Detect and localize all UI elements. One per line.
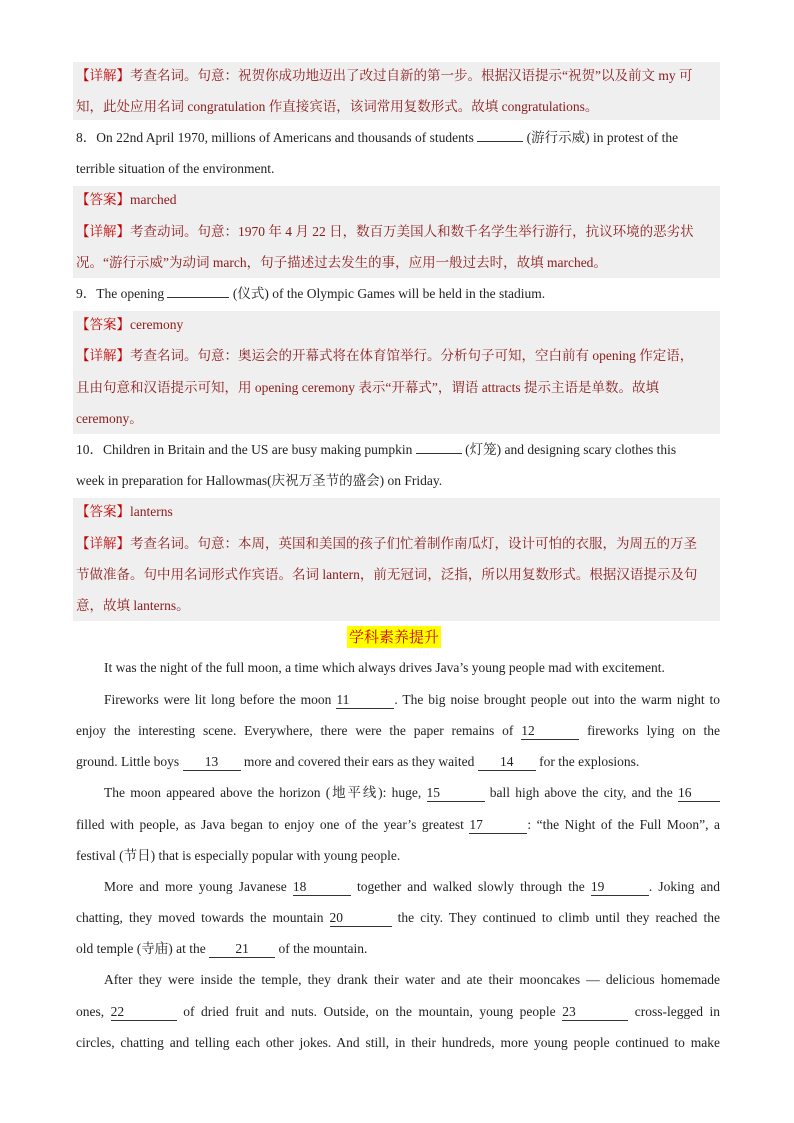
answer-blank [477, 141, 523, 142]
detail-text: 考查名词。句意：祝贺你成功地迈出了改过自新的第一步。根据汉语提示“祝贺”以及前文 my 可 [130, 68, 693, 83]
q10-detail-line2: 节做准备。句中用名词形式作宾语。名词 lantern，前无冠词，泛指，所以用复数形式。根据汉语提示及句 [76, 567, 698, 582]
passage-line: old temple (寺庙) at the 21 of the mountain. [76, 941, 368, 956]
q8-answer: 【答案】marched [76, 192, 177, 207]
passage-line: festival (节日) that is especially popular with young people. [76, 848, 401, 863]
passage-line: The moon appeared above the horizon (地平线): huge, 15 ball high above the city, and the 16 [104, 783, 720, 803]
blank-16: 16 [678, 785, 720, 802]
q10-line2: week in preparation for Hallowmas(庆祝万圣节的盛会) on Friday. [76, 473, 443, 488]
blank-15: 15 [427, 785, 485, 802]
blank-13: 13 [183, 754, 241, 771]
passage-line: circles, chatting and telling each other jokes. And still, in their hundreds, more young people continued to make [76, 1035, 720, 1050]
passage-line: ones, 22 of dried fruit and nuts. Outside, on the mountain, young people 23 cross-legged in [76, 1004, 721, 1019]
q10-line1: 10．Children in Britain and the US are busy making pumpkin (灯笼) and designing scary clothes this [76, 442, 677, 457]
passage-line: ground. Little boys 13 more and covered their ears as they waited 14 for the explosions. [76, 754, 640, 769]
q9-detail-line2: 且由句意和汉语提示可知，用 opening ceremony 表示“开幕式”，谓语 attracts 提示主语是单数。故填 [76, 380, 660, 395]
blank-17: 17 [469, 817, 527, 834]
section-title: 学科素养提升 [349, 628, 440, 646]
q10-detail-line1: 【详解】考查名词。句意：本周，英国和美国的孩子们忙着制作南瓜灯，设计可怕的衣服，为周五的万圣 [76, 536, 697, 551]
blank-20: 20 [330, 910, 392, 927]
q10-detail-line3: 意，故填 lanterns。 [76, 598, 190, 613]
q8-detail-line1: 【详解】考查动词。句意：1970 年 4 月 22 日，数百万美国人和数千名学生举行游行，抗议环境的恶劣状 [76, 224, 694, 239]
passage-line: After they were inside the temple, they drank their water and ate their mooncakes — delicious homemade [104, 972, 720, 987]
blank-12: 12 [521, 723, 579, 740]
q8-detail-line2: 况。“游行示威”为动词 march，句子描述过去发生的事，应用一般过去时，故填 marched。 [76, 255, 607, 270]
q9-answer: 【答案】ceremony [76, 317, 184, 332]
blank-14: 14 [478, 754, 536, 771]
blank-11: 11 [336, 692, 394, 709]
blank-21: 21 [209, 941, 275, 958]
answer-blank [167, 297, 229, 298]
blank-19: 19 [591, 879, 649, 896]
detail-text: 知，此处应用名词 congratulation 作直接宾语，该词常用复数形式。故填 congratulations。 [76, 99, 599, 114]
q7-detail-line2 [76, 97, 720, 117]
passage-line: chatting, they moved towards the mountain 20 the city. They continued to climb until they reached the [76, 910, 720, 925]
q8-line2: terrible situation of the environment. [76, 161, 275, 176]
q9-detail-line1: 【详解】考查名词。句意：奥运会的开幕式将在体育馆举行。分析句子可知，空白前有 opening 作定语， [76, 348, 694, 363]
blank-23: 23 [562, 1004, 628, 1021]
passage-line: It was the night of the full moon, a time which always drives Java’s young people mad with excitement. [104, 660, 665, 675]
answer-blank [416, 453, 462, 454]
q9-line1: 9．The opening (仪式) of the Olympic Games will be held in the stadium. [76, 286, 546, 301]
blank-22: 22 [111, 1004, 177, 1021]
passage-line: filled with people, as Java began to enjoy one of the year’s greatest 17 : “the Night of the Full Moon”, a [76, 817, 720, 832]
q8-line1: 8．On 22nd April 1970, millions of Americans and thousands of students (游行示威) in protest of the [76, 130, 679, 145]
passage-line: enjoy the interesting scene. Everywhere, there were the paper remains of 12 fireworks lying on the [76, 723, 721, 738]
passage-line: More and more young Javanese 18 together and walked slowly through the 19 . Joking and [104, 879, 721, 894]
q9-detail-line3: ceremony。 [76, 411, 143, 426]
q10-answer: 【答案】lanterns [76, 504, 173, 519]
blank-18: 18 [293, 879, 351, 896]
passage-line: Fireworks were lit long before the moon 11 . The big noise brought people out into the warm night to [104, 692, 720, 707]
detail-tag: 【详解】 [76, 68, 130, 83]
q7-detail-line1 [76, 66, 720, 86]
